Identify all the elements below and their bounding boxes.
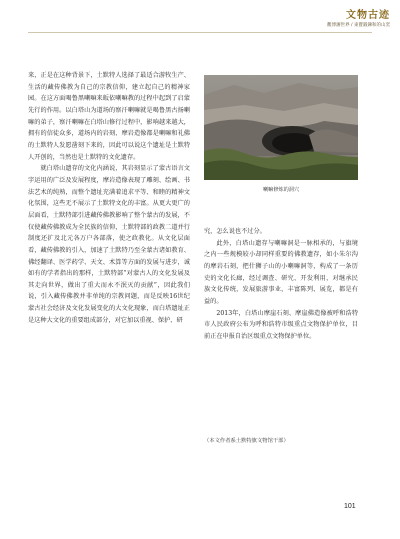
paragraph: 2013年，白塔山摩崖石刻、摩崖佛造像被呼和浩特市人民政府公布为呼和浩特市级重点文物保护单位，目前正在申报自治区级重点文物保护单位。	[204, 309, 358, 340]
photo-caption: 喇嘛修炼的洞穴	[262, 187, 300, 193]
page-number: 101	[344, 503, 356, 510]
section-title: 文物古迹	[346, 10, 390, 21]
cave-photo-image	[204, 75, 358, 180]
paragraph: 就白塔山遗存的文化内涵说，其岩刻显示了蒙古语言文字运用的广泛及发展程度，摩岩造像表现了雕刻、绘画、书法艺术的纯熟，而整个遗址充满着追求平等、和睦的精神文化氛围，这些无不展示了土默特文化的丰富。从更大更广的层面看，土默特部引进藏传佛教影响了整个蒙古的发展，不仅使藏传佛教成为全民族的信仰，土默特部的政教二道并行制度还扩及北元各万户各部落，使之政教化。从文化层面看，藏传佛教的引入，加速了土默特乃至全蒙古诸如教育、佛经翻译、医学药学、天文、术算等方面的发展与进步，诚如有的学者指出的那样，土默特部“对蒙古人的文化发展及其走向世界，做出了重大而永不泯灭的贡献”，因此我们说，引入藏传佛教并非单纯的宗教问题，而是反映16世纪蒙古社会经济及文化发展变化的大文化现象，而白塔遗址正是这种大文化的重要组成部分，对它加以重视、保护、研	[28, 165, 190, 324]
paragraph: 究，怎么说也不过分。	[204, 228, 266, 235]
left-text-column	[28, 70, 190, 326]
author-note: （本文作者系土默特旗文物馆干部）	[204, 438, 289, 444]
right-text-column	[204, 226, 358, 343]
paragraph: 来，正是在这种背景下，土默特人选择了最适合游牧生产、生活的藏传佛教为自己的宗教信仰，建立起自己的精神家园。在这方面喝鲁黑喇嘛来皈依喇嘛教的过程中起到了启蒙先行的作用。以白塔山为道场的察汗喇嘛就是喝鲁黑古扬喇嘛的弟子，察汗喇嘛在白塔山修行过程中，影响越来越大，拥有的信徒众多，道场内的岩刻、摩岩造像都是喇嘛和礼佛的土默特人发愿凿刻下来的，因此可以说这个遗址是土默特人开创的，当然也是土默特的文化遗存。	[28, 72, 190, 161]
header-divider	[28, 32, 372, 33]
page-header	[327, 6, 390, 28]
paragraph: 此外，白塔山遗存与喇嘛洞是一脉相承的，与旗境之内一些规模较小却同样重要的佛教遗存，如小朱尔沟的摩岩石刻，把什狮子山的小喇嘛洞等，构成了一条历史的文化长廊，经过调查、研究、开发利用，对继承民族文化传统，发展旅游事业，丰富陈列、展览，都是有益的。	[204, 239, 358, 305]
cave-photo	[204, 75, 358, 180]
section-subtitle: 觀博瀋世界 / 東寶鍛鍊和的山窯	[327, 23, 390, 28]
